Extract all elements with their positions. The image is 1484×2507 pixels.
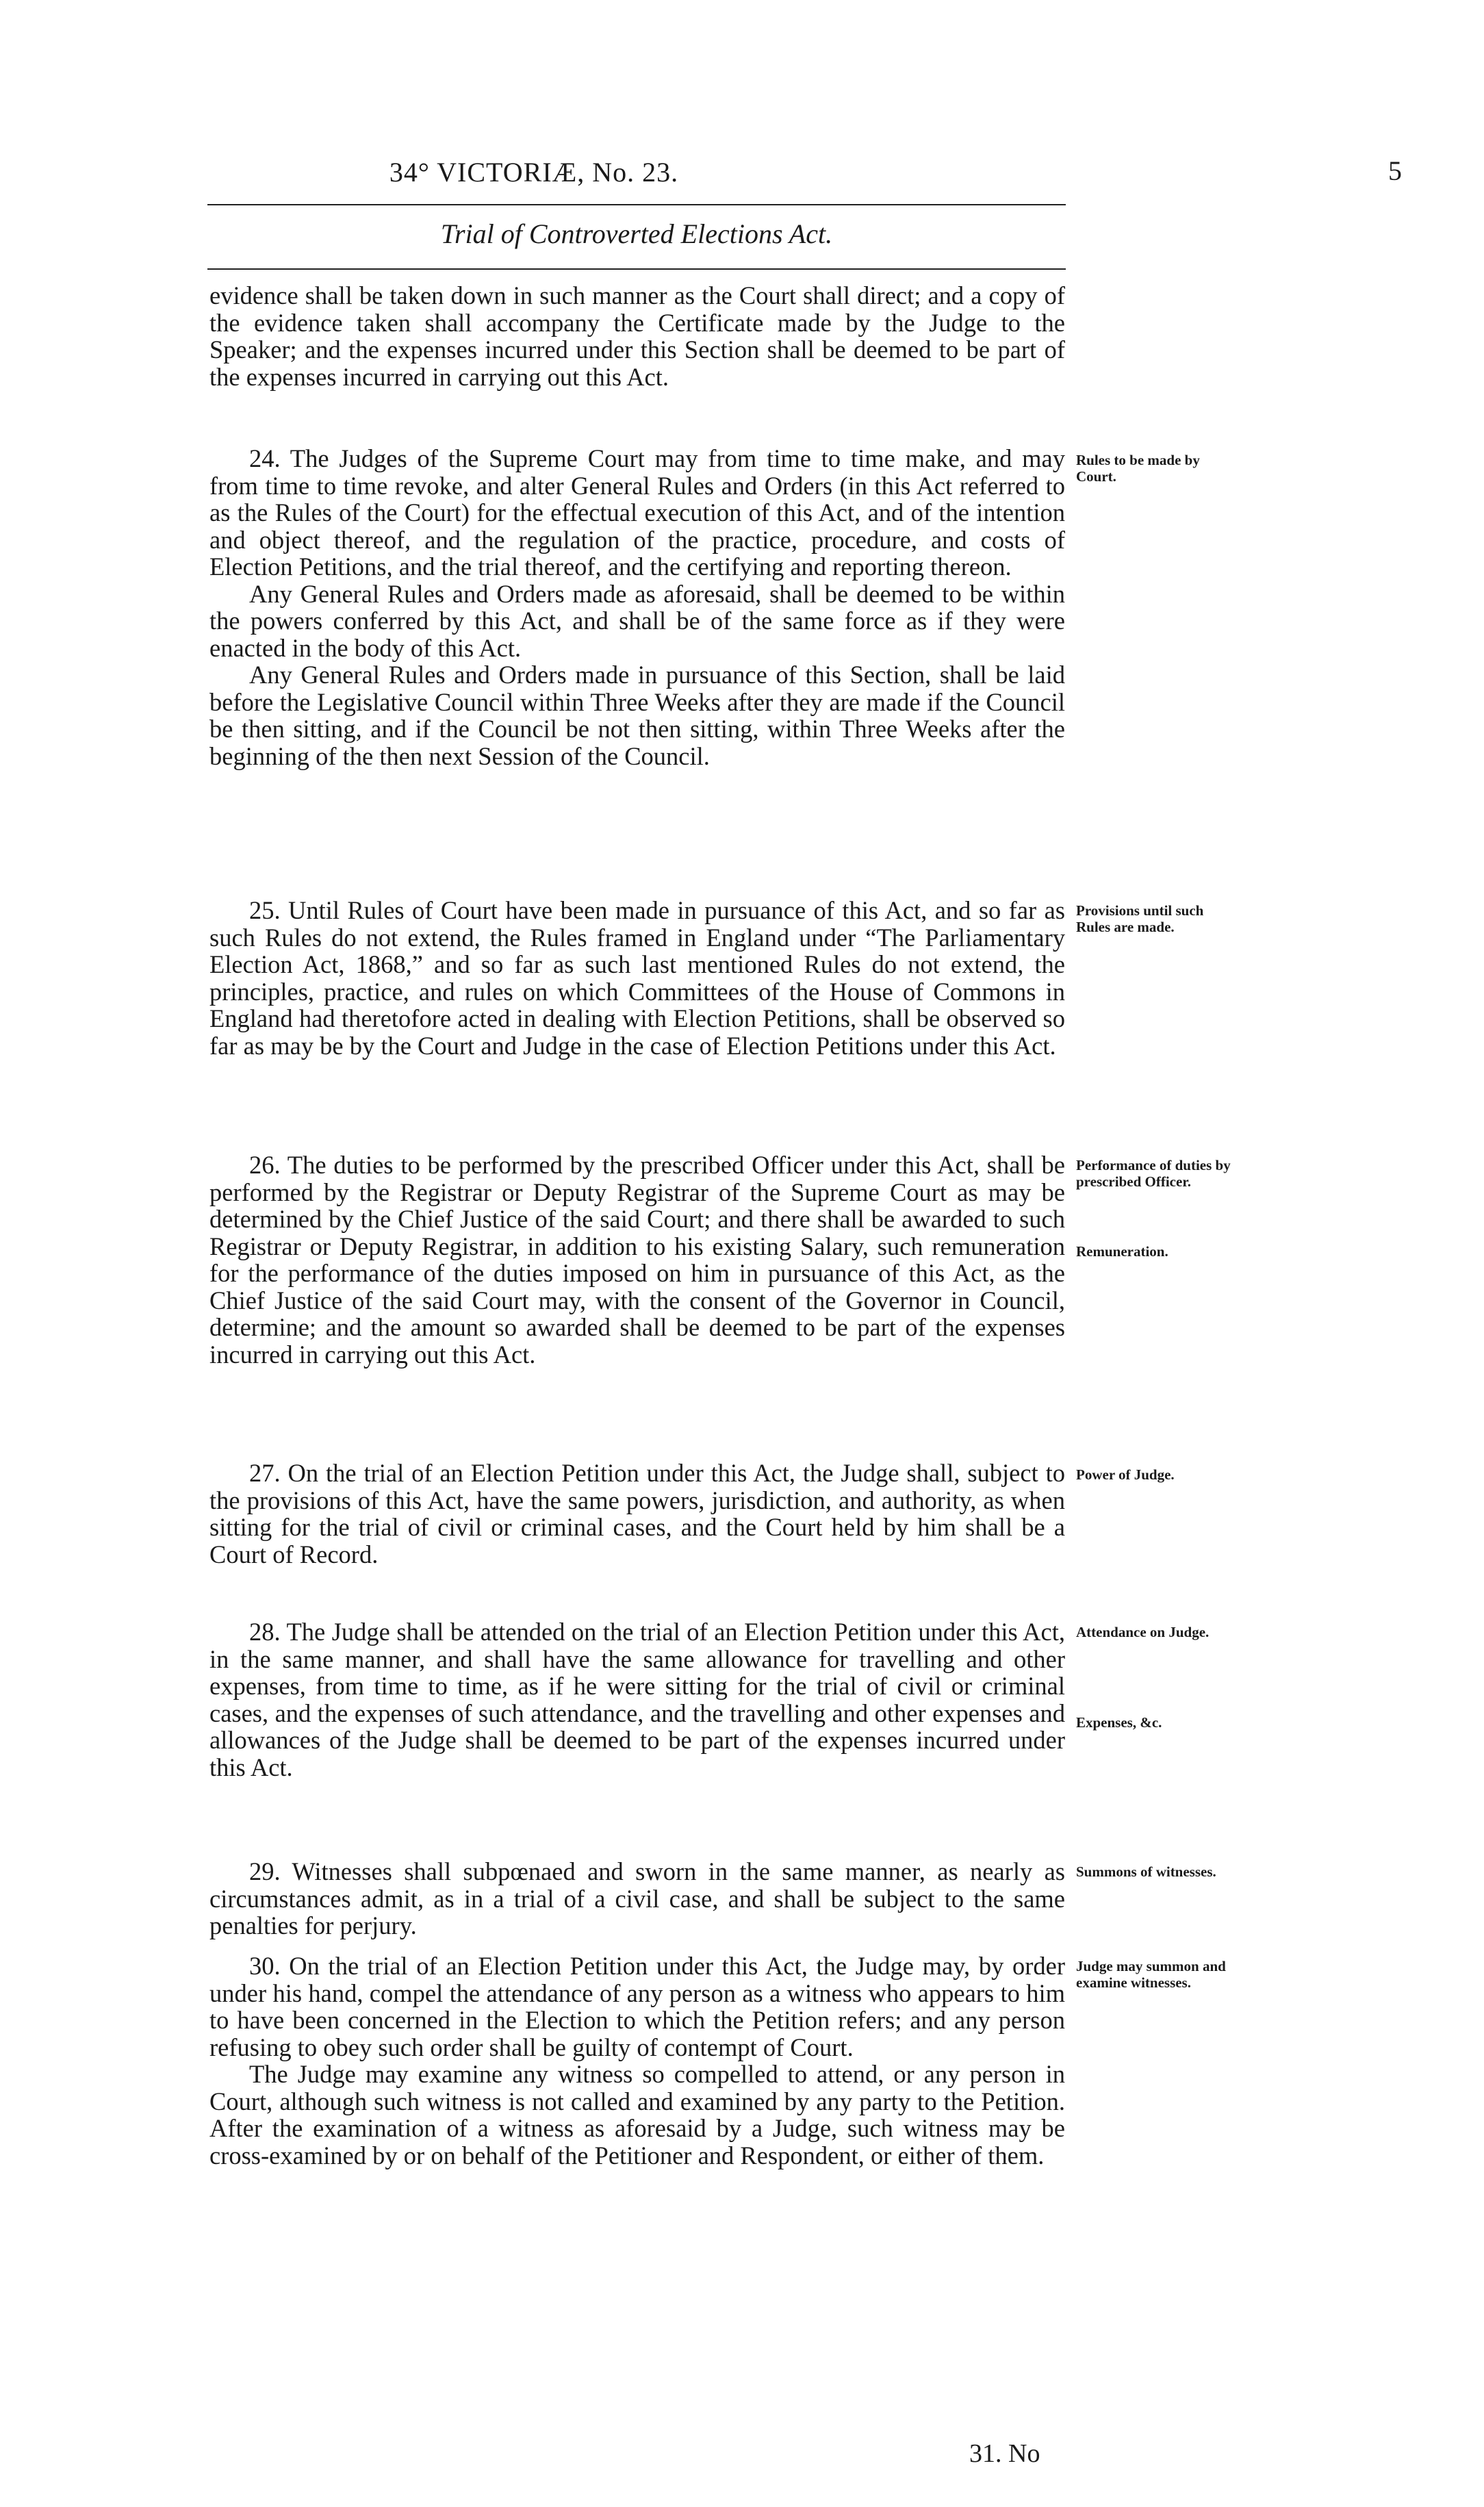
marginal-note: Rules to be made by Court. [1076, 452, 1200, 485]
section-26 [209, 1151, 1065, 1368]
paragraph: The Judge may examine any witness so compelled to attend, or any person in Court, although such witness is not called and examined by any party to the Petition. After the examination of a witness as aforesaid by a Judge, such witness may be cross-examined by or on behalf of the Petitioner and Respondent, or either of them. [209, 2060, 1065, 2169]
paragraph: evidence shall be taken down in such manner as the Court shall direct; and a copy of the evidence taken shall accompany the Certificate made by the Judge to the Speaker; and the expenses incurred under this Section shall be deemed to be part of the expenses incurred in carrying out this Act. [209, 281, 1065, 391]
paragraph: 30. On the trial of an Election Petition under this Act, the Judge may, by order under his hand, compel the attendance of any person as a witness who appears to him to have been concerned in the Election to which the Petition refers; and any person refusing to obey such order shall be guilty of contempt of Court. [209, 1952, 1065, 2061]
header-rule-bottom [207, 268, 1066, 270]
marginal-note: Provisions until such Rules are made. [1076, 902, 1204, 935]
act-title: Trial of Controverted Elections Act. [440, 218, 833, 249]
marginal-note: Performance of duties by prescribed Officer. [1076, 1157, 1231, 1190]
paragraph: 26. The duties to be performed by the prescribed Officer under this Act, shall be performed by the Registrar or Deputy Registrar of the Supreme Court as may be determined by the Chief Justice of the said Court; and there shall be awarded to such Registrar or Deputy Registrar, in addition to his existing Salary, such remuneration for the performance of the duties imposed on him in pursuance of this Act, as the Chief Justice of the said Court may, with the consent of the Governor in Council, determine; and the amount so awarded shall be deemed to be part of the expenses incurred in carrying out this Act. [209, 1151, 1065, 1369]
section-30 [209, 1952, 1065, 2169]
section-25 [209, 897, 1065, 1059]
paragraph: 29. Witnesses shall subpœnaed and sworn in the same manner, as nearly as circumstances admit, as in a trial of a civil case, and shall be subject to the same penalties for perjury. [209, 1857, 1065, 1939]
paragraph: 27. On the trial of an Election Petition under this Act, the Judge shall, subject to the provisions of this Act, have the same powers, jurisdiction, and authority, as when sitting for the trial of civil or criminal cases, and the Court held by him shall be a Court of Record. [209, 1459, 1065, 1568]
page-number: 5 [1388, 155, 1402, 186]
section-24 [209, 445, 1065, 769]
paragraph: 24. The Judges of the Supreme Court may from time to time make, and may from time to time revoke, and alter General Rules and Orders (in this Act referred to as the Rules of the Court) for the effectual execution of this Act, and of the intention and object thereof, and the regulation of the practice, procedure, and costs of Election Petitions, and the trial thereof, and the certifying and reporting thereon. [209, 444, 1065, 581]
paragraph: 25. Until Rules of Court have been made in pursuance of this Act, and so far as such Rules do not extend, the Rules framed in England under “The Parliamentary Election Act, 1868,” and so far as such last mentioned Rules do not extend, the principles, practice, and rules on which Committees of the House of Commons in England had theretofore acted in dealing with Election Petitions, shall be observed so far as may be by the Court and Judge in the case of Election Petitions under this Act. [209, 896, 1065, 1060]
paragraph: Any General Rules and Orders made in pursuance of this Section, shall be laid before the Legislative Council within Three Weeks after they are made if the Council be then sitting, and if the Council be not then sitting, within Three Weeks after the beginning of the then next Session of the Council. [209, 661, 1065, 770]
marginal-note: Expenses, &c. [1076, 1714, 1162, 1731]
running-head: 34° VICTORIÆ, No. 23. [389, 157, 679, 188]
paragraph: Any General Rules and Orders made as aforesaid, shall be deemed to be within the powers conferred by this Act, and shall be of the same force as if they were enacted in the body of this Act. [209, 579, 1065, 662]
marginal-note: Judge may summon and examine witnesses. [1076, 1958, 1226, 1991]
catchword: 31. No [969, 2439, 1040, 2468]
header-rule-top [207, 204, 1066, 205]
section-27 [209, 1460, 1065, 1568]
section-23-continuation [209, 282, 1065, 390]
marginal-note: Attendance on Judge. [1076, 1624, 1210, 1640]
marginal-note: Power of Judge. [1076, 1466, 1175, 1483]
section-28 [209, 1618, 1065, 1781]
section-29 [209, 1858, 1065, 1939]
marginal-note: Remuneration. [1076, 1243, 1168, 1260]
paragraph: 28. The Judge shall be attended on the trial of an Election Petition under this Act, in the same manner, and shall have the same allowance for travelling and other expenses, from time to time, as if he were sitting for the trial of civil or criminal cases, and the expenses of such attendance, and the travelling and other expenses and allowances of the Judge shall be deemed to be part of the expenses incurred under this Act. [209, 1618, 1065, 1781]
marginal-note: Summons of witnesses. [1076, 1863, 1216, 1880]
